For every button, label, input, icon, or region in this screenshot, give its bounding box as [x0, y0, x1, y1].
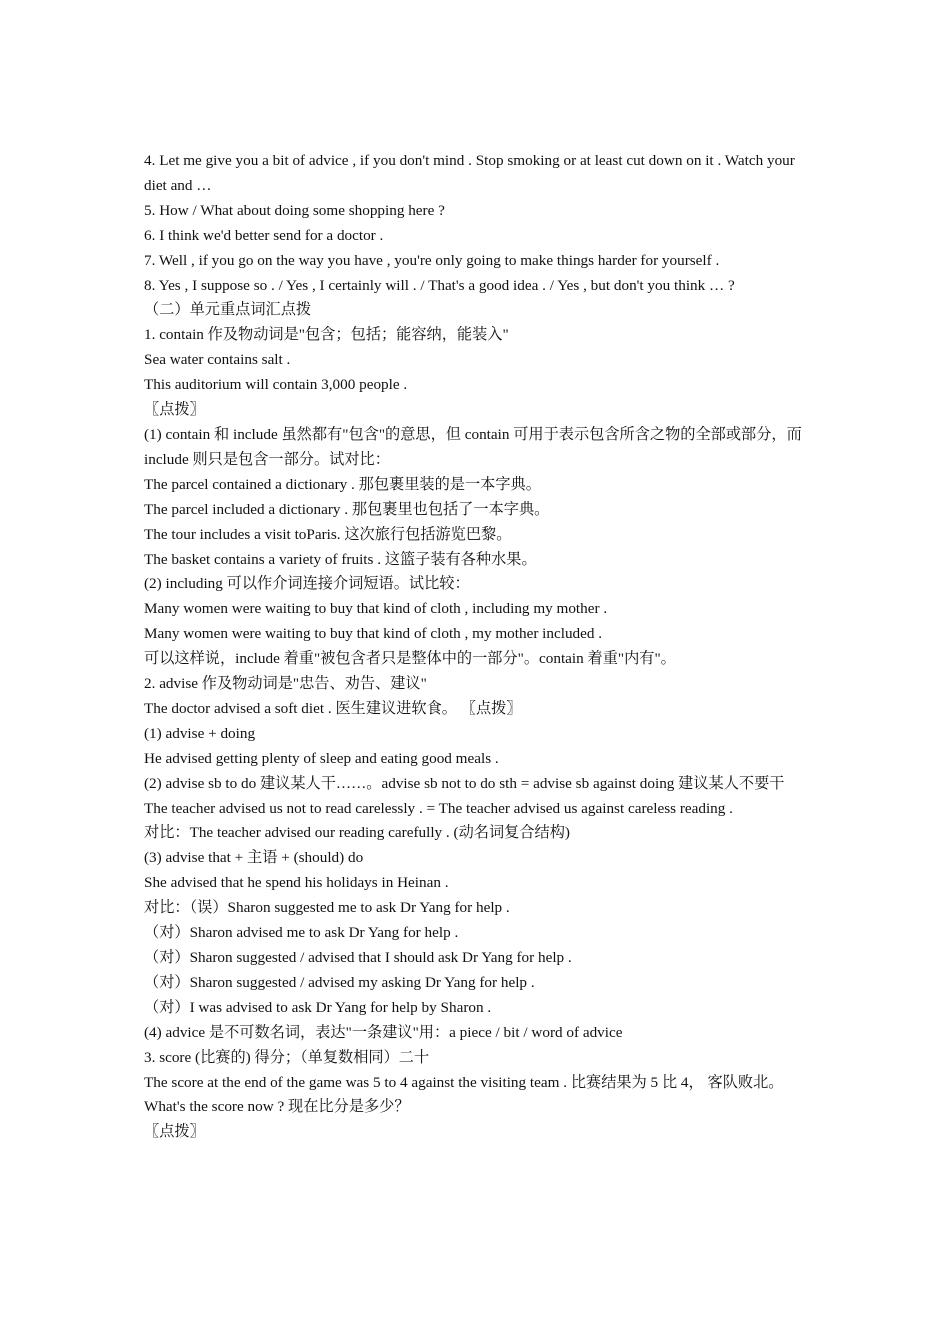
section-heading: （二）单元重点词汇点拨 — [144, 301, 312, 319]
text-line: Sea water contains salt . — [144, 351, 291, 369]
vocab-heading-score: 3. score (比赛的) 得分；（单复数相同）二十 — [144, 1048, 430, 1066]
text-line: She advised that he spend his holidays in Heinan . — [144, 874, 449, 892]
tip-label: 〖点拨〗 — [144, 1123, 205, 1141]
vocab-heading-contain: 1. contain 作及物动词是"包含；包括；能容纳，能装入" — [144, 326, 509, 344]
text-line: 7. Well , if you go on the way you have , you're only going to make things harder for yourself . — [144, 251, 720, 269]
text-line: He advised getting plenty of sleep and eating good meals . — [144, 749, 499, 767]
text-line: 对比：The teacher advised our reading carefully . (动名词复合结构) — [144, 824, 570, 842]
text-line: （对）Sharon advised me to ask Dr Yang for help . — [144, 924, 459, 942]
text-line: The parcel contained a dictionary . 那包裹里装的是一本字典。 — [144, 475, 541, 493]
text-line: (3) advise that + 主语 + (should) do — [144, 849, 364, 867]
text-line: This auditorium will contain 3,000 people . — [144, 376, 408, 394]
text-line: （对）I was advised to ask Dr Yang for help by Sharon . — [144, 998, 492, 1016]
text-line: The doctor advised a soft diet . 医生建议进软食。 〖点拨〗 — [144, 699, 522, 717]
text-line: (4) advice 是不可数名词，表达"一条建议"用：a piece / bit / word of advice — [144, 1023, 623, 1041]
text-line: Many women were waiting to buy that kind of cloth , including my mother . — [144, 600, 608, 618]
text-line: 6. I think we'd better send for a doctor . — [144, 226, 384, 244]
text-line: （对）Sharon suggested / advised that I should ask Dr Yang for help . — [144, 949, 572, 966]
text-line: 5. How / What about doing some shopping here ? — [144, 201, 445, 219]
document-page — [144, 149, 810, 1145]
text-line: The score at the end of the game was 5 to 4 against the visiting team . 比赛结果为 5 比 4， 客队败北。 — [144, 1073, 784, 1091]
text-line: 8. Yes , I suppose so . / Yes , I certainly will . / That's a good idea . / Yes , but don't you think … ? — [144, 276, 735, 294]
vocab-heading-advise: 2. advise 作及物动词是"忠告、劝告、建议" — [144, 675, 427, 693]
text-line: The teacher advised us not to read carelessly . = The teacher advised us against careless reading . — [144, 799, 733, 817]
text-line: (1) advise + doing — [144, 724, 256, 742]
text-line: Many women were waiting to buy that kind of cloth , my mother included . — [144, 625, 603, 643]
text-line: The basket contains a variety of fruits . 这篮子装有各种水果。 — [144, 550, 537, 568]
text-line: 对比：（误）Sharon suggested me to ask Dr Yang for help . — [144, 899, 510, 917]
text-line: What's the score now ? 现在比分是多少？ — [144, 1098, 410, 1116]
tip-label: 〖点拨〗 — [144, 401, 205, 419]
text-line: （对）Sharon suggested / advised my asking Dr Yang for help . — [144, 973, 535, 991]
text-line: (2) including 可以作介词连接介词短语。试比较： — [144, 575, 470, 593]
text-line: The tour includes a visit toParis. 这次旅行包括游览巴黎。 — [144, 525, 512, 543]
text-line: 可以这样说，include 着重"被包含者只是整体中的一部分"。contain 着重"内有"。 — [144, 650, 676, 668]
text-line: The parcel included a dictionary . 那包裹里也包括了一本字典。 — [144, 500, 550, 518]
text-line: (2) advise sb to do 建议某人干……。advise sb not to do sth = advise sb against doing 建议某人不要干 — [144, 774, 785, 792]
text-line: (1) contain 和 include 虽然都有"包含"的意思，但 contain 可用于表示包含所含之物的全部或部分，而 include 则只是包含一部分。试对比： — [144, 425, 802, 468]
text-line: 4. Let me give you a bit of advice , if you don't mind . Stop smoking or at least cut down on it . Watch your diet and … — [144, 152, 795, 194]
